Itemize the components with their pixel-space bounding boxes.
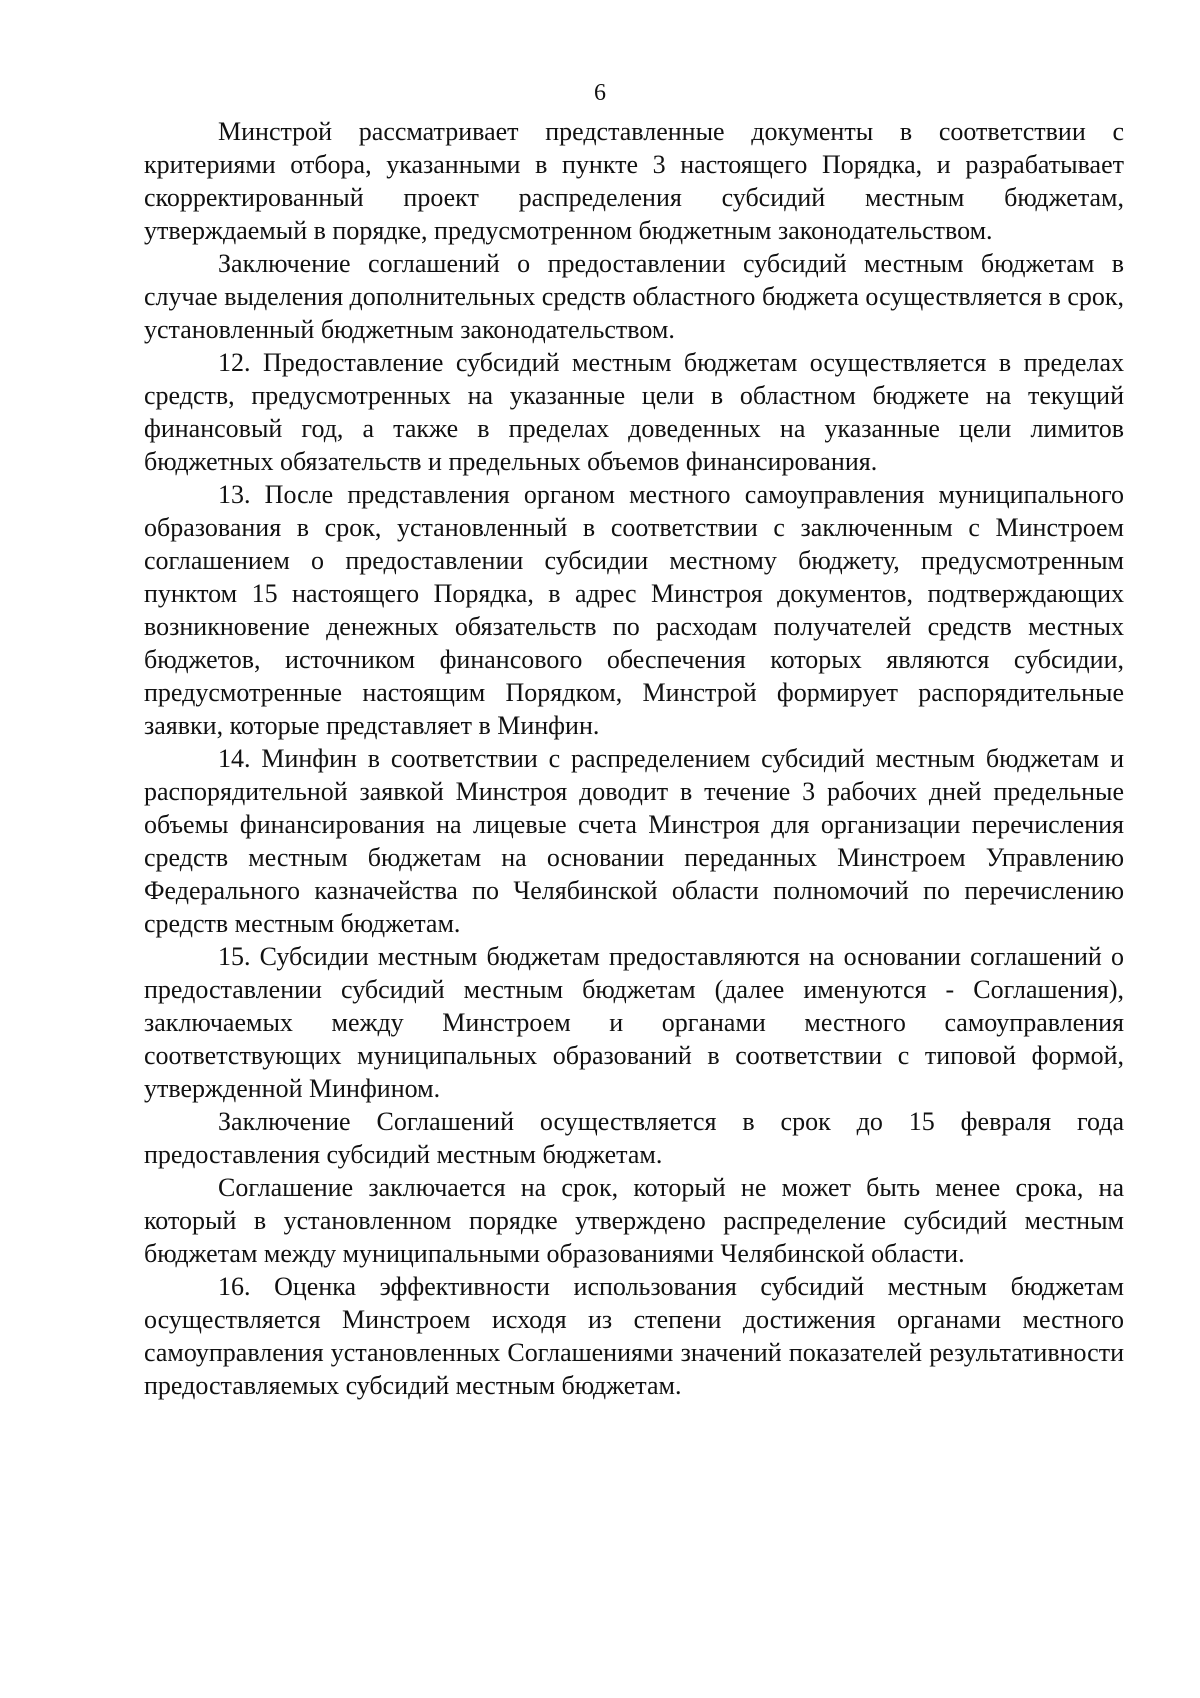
paragraph-item-15: 15. Субсидии местным бюджетам предоставляются на основании соглашений о предоставлении субсидий местным бюджетам (далее именуются - Соглашения), заключаемых между Минстроем и органами местного самоуправления соответствующих муниципальных образований в соответствии с типовой формой, утвержденной Минфином. [144, 942, 1124, 1103]
paragraph-agreements-additional-funds: Заключение соглашений о предоставлении субсидий местным бюджетам в случае выделения дополнительных средств областного бюджета осуществляется в срок, установленный бюджетным законодательством. [144, 249, 1124, 344]
paragraph-review-documents: Минстрой рассматривает представленные документы в соответствии с критериями отбора, указанными в пункте 3 настоящего Порядка, и разрабатывает скорректированный проект распределения субсидий местным бюджетам, утверждаемый в порядке, предусмотренном бюджетным законодательством. [144, 117, 1124, 245]
paragraph-item-16: 16. Оценка эффективности использования субсидий местным бюджетам осуществляется Минстроем исходя из степени достижения органами местного самоуправления установленных Соглашениями значений показателей результативности предоставляемых субсидий местным бюджетам. [144, 1272, 1124, 1400]
paragraph-item-14: 14. Минфин в соответствии с распределением субсидий местным бюджетам и распорядительной заявкой Минстроя доводит в течение 3 рабочих дней предельные объемы финансирования на лицевые счета Минстроя для организации перечисления средств местным бюджетам на основании переданных Минстроем Управлению Федерального казначейства по Челябинской области полномочий по перечислению средств местным бюджетам. [144, 744, 1124, 938]
paragraph-item-12: 12. Предоставление субсидий местным бюджетам осуществляется в пределах средств, предусмотренных на указанные цели в областном бюджете на текущий финансовый год, а также в пределах доведенных на указанные цели лимитов бюджетных обязательств и предельных объемов финансирования. [144, 348, 1124, 476]
paragraph-agreement-term: Соглашение заключается на срок, который не может быть менее срока, на который в установленном порядке утверждено распределение субсидий местным бюджетам между муниципальными образованиями Челябинской области. [144, 1173, 1124, 1268]
page-number: 6 [594, 80, 606, 106]
paragraph-item-13: 13. После представления органом местного самоуправления муниципального образования в срок, установленный в соответствии с заключенным с Минстроем соглашением о предоставлении субсидии местному бюджету, предусмотренным пунктом 15 настоящего Порядка, в адрес Минстроя документов, подтверждающих возникновение денежных обязательств по расходам получателей средств местных бюджетов, источником финансового обеспечения которых являются субсидии, предусмотренные настоящим Порядком, Минстрой формирует распорядительные заявки, которые представляет в Минфин. [144, 480, 1124, 740]
document-body [144, 115, 1124, 1402]
paragraph-agreement-deadline: Заключение Соглашений осуществляется в срок до 15 февраля года предоставления субсидий местным бюджетам. [144, 1107, 1124, 1169]
